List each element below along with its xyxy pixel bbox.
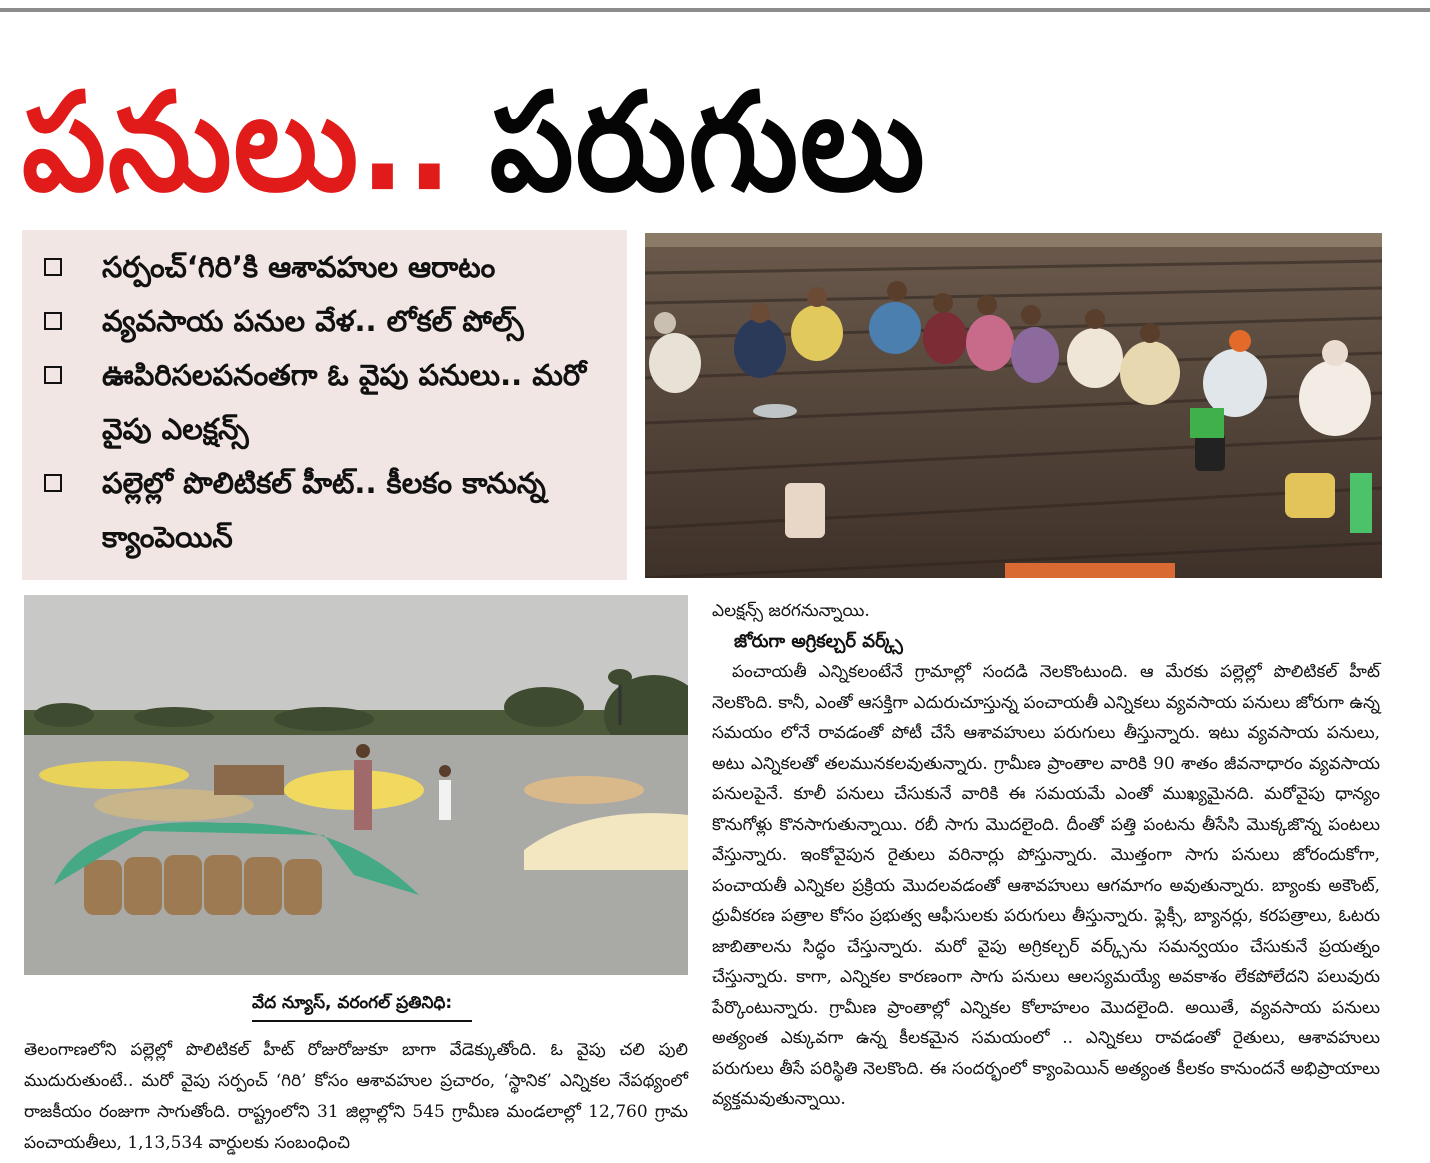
headline xyxy=(22,62,1412,222)
square-bullet-icon xyxy=(44,258,62,276)
square-bullet-icon xyxy=(44,312,62,330)
highlight-item xyxy=(44,240,627,294)
highlights-box xyxy=(22,230,627,580)
headline-red: పనులు.. xyxy=(22,62,454,222)
field-workers-photo xyxy=(645,233,1382,578)
top-rule xyxy=(0,8,1430,12)
grain-yard-photo xyxy=(24,595,688,975)
highlight-text: పల్లెల్లో పొలిటికల్ హీట్.. కీలకం కానున్న క్యాంపెయిన్ xyxy=(102,466,546,554)
highlight-item xyxy=(44,456,627,564)
paragraph-continued: ఎలక్షన్స్ జరగనున్నాయి. xyxy=(712,601,870,621)
square-bullet-icon xyxy=(44,474,62,492)
paragraph: పంచాయతీ ఎన్నికలంటేనే గ్రామాల్లో సందడి నెలకొంటుంది. ఆ మేరకు పల్లెల్లో పొలిటికల్ హీట్ నెలకొంది. కానీ, ఎంతో ఆసక్తిగా ఎదురుచూస్తున్న పంచాయతీ ఎన్నికలు వ్యవసాయ పనులు జోరుగా ఉన్న సమయం లోనే రావడంతో పోటీ చేసే ఆశావహులు పరుగులు తీస్తున్నారు. ఇటు వ్యవసాయ పనులు, అటు ఎన్నికలతో తలమునకలవుతున్నారు. గ్రామీణ ప్రాంతాల వారికి 90 శాతం జీవనాధారం వ్యవసాయ పనులపైనే. కూలీ పనులు చేసుకునే వారికి ఈ సమయమే ఎంతో ముఖ్యమైనది. మరోవైపు ధాన్యం కొనుగోళ్లు కొనసాగుతున్నాయి. రబీ సాగు మొదలైంది. దీంతో పత్తి పంటను తీసేసి మొక్కజొన్న పంటలు వేస్తున్నారు. ఇంకోవైపున రైతులు వరినార్లు పోస్తున్నారు. మొత్తంగా సాగు పనులు జోరందుకోగా, పంచాయతీ ఎన్నికల ప్రక్రియ మొదలవడంతో ఆశావహులు ఆగమాగం అవుతున్నారు. బ్యాంకు అకౌంట్, ధ్రువీకరణ పత్రాల కోసం ప్రభుత్వ ఆఫీసులకు పరుగులు తీస్తున్నారు. ఫ్లెక్సీ, బ్యానర్లు, కరపత్రాలు, ఓటరు జాబితాలను సిద్ధం చేస్తున్నారు. మరో వైపు అగ్రికల్చర్ వర్క్స్‌ను సమన్వయం చేసుకునే ప్రయత్నం చేస్తున్నారు. కాగా, ఎన్నికల కారణంగా సాగు పనులు ఆలస్యమయ్యే అవకాశం లేకపోలేదని పలువురు పేర్కొంటున్నారు. గ్రామీణ ప్రాంతాల్లో ఎన్నికల కోలాహలం మొదలైంది. అయితే, వ్యవసాయ పనులు అత్యంత ఎక్కువగా ఉన్న కీలకమైన సమయంలో .. ఎన్నికలు రావడంతో రైతులు, ఆశావహులు పరుగులు తీసే పరిస్థితి నెలకొంది. ఈ సందర్భంలో క్యాంపెయిన్ అత్యంత కీలకం కానుందనే అభిప్రాయాలు వ్యక్తమవుతున్నాయి. xyxy=(712,662,1380,1109)
highlight-text: ఊపిరిసలపనంతగా ఓ వైపు పనులు.. మరో వైపు ఎలక్షన్స్ xyxy=(102,358,587,446)
highlight-item xyxy=(44,348,627,456)
highlight-text: సర్పంచ్‘గిరి’కి ఆశావహుల ఆరాటం xyxy=(102,250,496,284)
headline-black: పరుగులు xyxy=(489,62,927,222)
article-body-right xyxy=(712,596,1380,1115)
highlight-text: వ్యవసాయ పనుల వేళ.. లోకల్ పోల్స్ xyxy=(102,304,524,338)
byline: వేద న్యూస్, వరంగల్ ప్రతినిధి: xyxy=(252,990,472,1022)
subheading: జోరుగా అగ్రికల్చర్ వర్క్స్ xyxy=(734,630,903,652)
square-bullet-icon xyxy=(44,366,62,384)
article-body-left: తెలంగాణలోని పల్లెల్లో పొలిటికల్ హీట్ రోజురోజుకూ బాగా వేడెక్కుతోంది. ఓ వైపు చలి పులి ముదురుతుంటే.. మరో వైపు సర్పంచ్ ‘గిరి’ కోసం ఆశావహుల ప్రచారం, ‘స్థానిక’ ఎన్నికల నేపథ్యంలో రాజకీయం రంజుగా సాగుతోంది. రాష్ట్రంలోని 31 జిల్లాల్లోని 545 గ్రామీణ మండలాల్లో 12,760 గ్రామ పంచాయతీలు, 1,13,534 వార్డులకు సంబంధించి xyxy=(24,1040,688,1153)
highlight-item xyxy=(44,294,627,348)
